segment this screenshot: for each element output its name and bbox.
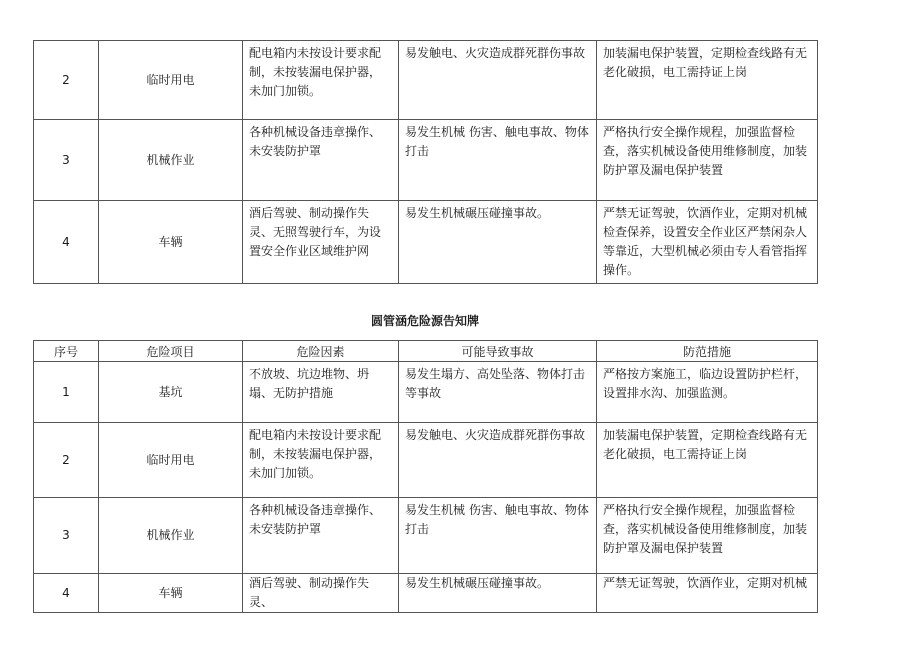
possible-accident: 易发触电、火灾造成群死群伤事故: [399, 41, 597, 120]
prevention-measures: 严禁无证驾驶，饮酒作业，定期对机械检查保养，设置安全作业区严禁闲杂人等靠近，大型机械必须由专人看管指挥操作。: [597, 201, 818, 284]
header-prevention-measures: 防范措施: [597, 341, 818, 362]
prevention-measures: 严禁无证驾驶，饮酒作业，定期对机械: [597, 574, 818, 613]
hazard-factor: 酒后驾驶、制动操作失灵、无照驾驶行车，为设置安全作业区域维护网: [243, 201, 399, 284]
hazard-item: 车辆: [99, 201, 243, 284]
hazard-item: 机械作业: [99, 120, 243, 201]
row-number: 4: [34, 574, 99, 613]
row-number: 4: [34, 201, 99, 284]
table-row: [34, 201, 818, 284]
hazard-item: 基坑: [99, 362, 243, 423]
prevention-measures: 加装漏电保护装置，定期检查线路有无老化破损，电工需持证上岗: [597, 41, 818, 120]
hazard-table-continued: [33, 40, 818, 284]
hazard-factor: 各种机械设备违章操作、未安装防护罩: [243, 498, 399, 574]
hazard-item: 车辆: [99, 574, 243, 613]
hazard-item: 机械作业: [99, 498, 243, 574]
hazard-table: [33, 340, 818, 613]
header-hazard-item: 危险项目: [99, 341, 243, 362]
hazard-factor: 不放坡、坑边堆物、坍塌、无防护措施: [243, 362, 399, 423]
header-hazard-factor: 危险因素: [243, 341, 399, 362]
hazard-item: 临时用电: [99, 423, 243, 498]
hazard-factor: 酒后驾驶、制动操作失灵、: [243, 574, 399, 613]
section-title: 圆管涵危险源告知牌: [370, 314, 479, 328]
table-row: [34, 423, 818, 498]
hazard-item: 临时用电: [99, 41, 243, 120]
table-row: [34, 41, 818, 120]
table-row: [34, 120, 818, 201]
prevention-measures: 加装漏电保护装置，定期检查线路有无老化破损，电工需持证上岗: [597, 423, 818, 498]
possible-accident: 易发生机械 伤害、触电事故、物体打击: [399, 498, 597, 574]
table-row: [34, 498, 818, 574]
possible-accident: 易发触电、火灾造成群死群伤事故: [399, 423, 597, 498]
table-row: [34, 362, 818, 423]
hazard-factor: 配电箱内未按设计要求配制，未按装漏电保护器，未加门加锁。: [243, 423, 399, 498]
hazard-factor: 配电箱内未按设计要求配制，未按装漏电保护器，未加门加锁。: [243, 41, 399, 120]
table-row: [34, 574, 818, 613]
header-number: 序号: [34, 341, 99, 362]
table-header-row: [34, 341, 818, 362]
row-number: 2: [34, 423, 99, 498]
header-possible-accident: 可能导致事故: [399, 341, 597, 362]
prevention-measures: 严格执行安全操作规程，加强监督检查，落实机械设备使用维修制度，加装防护罩及漏电保护装置: [597, 498, 818, 574]
possible-accident: 易发生机械碾压碰撞事故。: [399, 574, 597, 613]
row-number: 1: [34, 362, 99, 423]
possible-accident: 易发生机械 伤害、触电事故、物体打击: [399, 120, 597, 201]
row-number: 3: [34, 120, 99, 201]
possible-accident: 易发生塌方、高处坠落、物体打击等事故: [399, 362, 597, 423]
prevention-measures: 严格执行安全操作规程，加强监督检查，落实机械设备使用维修制度，加装防护罩及漏电保护装置: [597, 120, 818, 201]
hazard-factor: 各种机械设备违章操作、未安装防护罩: [243, 120, 399, 201]
row-number: 3: [34, 498, 99, 574]
prevention-measures: 严格按方案施工，临边设置防护栏杆，设置排水沟、加强监测。: [597, 362, 818, 423]
row-number: 2: [34, 41, 99, 120]
possible-accident: 易发生机械碾压碰撞事故。: [399, 201, 597, 284]
